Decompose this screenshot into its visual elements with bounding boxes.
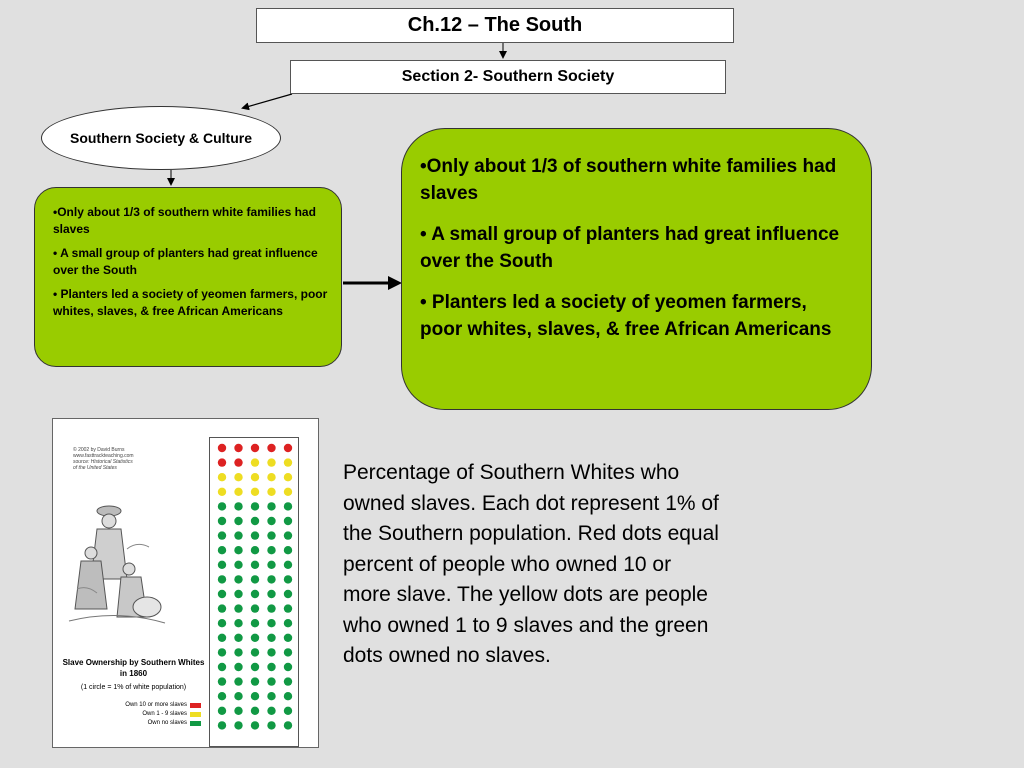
dot-matrix-frame xyxy=(209,437,299,747)
section-box: Section 2- Southern Society xyxy=(290,60,726,94)
credit-line-3: source: Historical Statistics xyxy=(73,459,133,465)
legend-label: Own no slaves xyxy=(147,720,187,726)
big-point-1: •Only about 1/3 of southern white families had slaves xyxy=(420,156,837,204)
dot-yellow xyxy=(234,473,242,481)
dot-green xyxy=(218,677,226,685)
dot-green xyxy=(251,502,259,510)
dot-green xyxy=(267,561,275,569)
dot-green xyxy=(234,517,242,525)
dot-green xyxy=(218,619,226,627)
dot-green xyxy=(284,517,292,525)
dot-red xyxy=(267,444,275,452)
topic-oval: Southern Society & Culture xyxy=(41,106,281,170)
dot-green xyxy=(284,663,292,671)
dot-green xyxy=(234,502,242,510)
dot-yellow xyxy=(234,488,242,496)
dot-green xyxy=(251,663,259,671)
dot-green xyxy=(234,590,242,598)
planter-illustration xyxy=(67,489,167,629)
dot-green xyxy=(284,604,292,612)
dot-green xyxy=(267,502,275,510)
chart-description: Percentage of Southern Whites who owned slaves. Each dot represent 1% of the Southern population. Red dots equal percent of people who owned 10 or more slave. The yellow dots are people who owned 1 to 9 slaves and the green dots owned no slaves. xyxy=(343,461,719,667)
title-box: Ch.12 – The South xyxy=(256,8,734,43)
dot-matrix xyxy=(210,438,298,746)
dot-green xyxy=(267,517,275,525)
small-summary-box xyxy=(34,187,342,367)
dot-green xyxy=(267,575,275,583)
dot-yellow xyxy=(251,458,259,466)
dot-green xyxy=(234,648,242,656)
dot-green xyxy=(251,634,259,642)
dot-green xyxy=(284,561,292,569)
image-credit xyxy=(73,447,134,471)
dot-green xyxy=(284,721,292,729)
dot-green xyxy=(251,590,259,598)
dot-green xyxy=(234,575,242,583)
dot-green xyxy=(267,721,275,729)
legend-swatch-red xyxy=(190,703,201,708)
dot-green xyxy=(218,692,226,700)
dot-green xyxy=(251,575,259,583)
dot-green xyxy=(284,707,292,715)
dot-red xyxy=(284,444,292,452)
dot-green xyxy=(284,692,292,700)
dot-green xyxy=(267,531,275,539)
dot-green xyxy=(284,502,292,510)
chart-subtitle: (1 circle = 1% of white population) xyxy=(80,684,187,691)
legend-label: Own 1 - 9 slaves xyxy=(142,711,187,717)
credit-line-2: www.fasttrackteaching.com xyxy=(73,453,134,459)
dot-green xyxy=(251,517,259,525)
dot-green xyxy=(234,707,242,715)
dot-yellow xyxy=(284,473,292,481)
dot-green xyxy=(284,619,292,627)
dot-yellow xyxy=(218,488,226,496)
dot-green xyxy=(267,677,275,685)
credit-line-1: © 2002 by David Burns xyxy=(73,447,125,453)
dot-green xyxy=(284,531,292,539)
credit-line-4: of the United States xyxy=(73,465,117,471)
dot-green xyxy=(218,721,226,729)
dot-green xyxy=(218,707,226,715)
dot-green xyxy=(251,531,259,539)
dot-yellow xyxy=(284,458,292,466)
small-point-2: • A small group of planters had great influence over the South xyxy=(53,246,318,277)
dot-yellow xyxy=(267,458,275,466)
dot-red xyxy=(234,444,242,452)
dot-green xyxy=(234,531,242,539)
dot-red xyxy=(218,444,226,452)
dot-green xyxy=(218,517,226,525)
dot-yellow xyxy=(218,473,226,481)
dot-green xyxy=(267,634,275,642)
dot-green xyxy=(284,677,292,685)
big-point-2: • A small group of planters had great influence over the South xyxy=(420,224,840,272)
dot-green xyxy=(267,648,275,656)
dot-green xyxy=(218,546,226,554)
dot-yellow xyxy=(267,473,275,481)
dot-green xyxy=(251,604,259,612)
chart-title: Slave Ownership by Southern Whites in 1860 xyxy=(62,658,205,678)
dot-yellow xyxy=(267,488,275,496)
dot-green xyxy=(218,502,226,510)
dot-green xyxy=(234,634,242,642)
dot-yellow xyxy=(284,488,292,496)
dot-green xyxy=(267,590,275,598)
dot-green xyxy=(218,590,226,598)
dot-green xyxy=(234,663,242,671)
legend-label: Own 10 or more slaves xyxy=(125,702,187,708)
dot-yellow xyxy=(251,473,259,481)
small-point-1: •Only about 1/3 of southern white families had slaves xyxy=(53,205,316,236)
dot-green xyxy=(251,648,259,656)
dot-green xyxy=(234,561,242,569)
legend-own-none xyxy=(83,720,201,726)
legend-swatch-green xyxy=(190,721,201,726)
big-point-3: • Planters led a society of yeomen farmers, poor whites, slaves, & free African Americans xyxy=(420,292,832,340)
dot-green xyxy=(267,546,275,554)
dot-red xyxy=(234,458,242,466)
dot-green xyxy=(234,604,242,612)
dot-green xyxy=(218,648,226,656)
slave-ownership-chart-image xyxy=(52,418,319,748)
dot-green xyxy=(267,663,275,671)
arrow-section-to-topic xyxy=(243,94,292,108)
dot-red xyxy=(218,458,226,466)
dot-green xyxy=(267,692,275,700)
dot-green xyxy=(218,561,226,569)
legend-swatch-yellow xyxy=(190,712,201,717)
dot-green xyxy=(218,575,226,583)
dot-green xyxy=(251,546,259,554)
dot-green xyxy=(284,575,292,583)
dot-green xyxy=(251,677,259,685)
dot-green xyxy=(267,619,275,627)
dot-green xyxy=(234,721,242,729)
dot-green xyxy=(218,663,226,671)
dot-red xyxy=(251,444,259,452)
dot-green xyxy=(284,648,292,656)
legend-own-1-9 xyxy=(83,711,201,717)
dot-green xyxy=(234,619,242,627)
dot-green xyxy=(251,707,259,715)
dot-yellow xyxy=(251,488,259,496)
legend-own-10-plus xyxy=(83,702,201,708)
dot-green xyxy=(218,604,226,612)
dot-green xyxy=(218,531,226,539)
dot-green xyxy=(284,634,292,642)
dot-green xyxy=(284,590,292,598)
dot-green xyxy=(251,619,259,627)
dot-green xyxy=(234,677,242,685)
dot-green xyxy=(251,692,259,700)
large-summary-box xyxy=(401,128,872,410)
dot-green xyxy=(267,707,275,715)
dot-green xyxy=(234,692,242,700)
small-point-3: • Planters led a society of yeomen farmers, poor whites, slaves, & free African Americans xyxy=(53,287,328,318)
dot-green xyxy=(267,604,275,612)
dot-green xyxy=(251,561,259,569)
dot-green xyxy=(284,546,292,554)
dot-green xyxy=(234,546,242,554)
dot-green xyxy=(251,721,259,729)
dot-green xyxy=(218,634,226,642)
